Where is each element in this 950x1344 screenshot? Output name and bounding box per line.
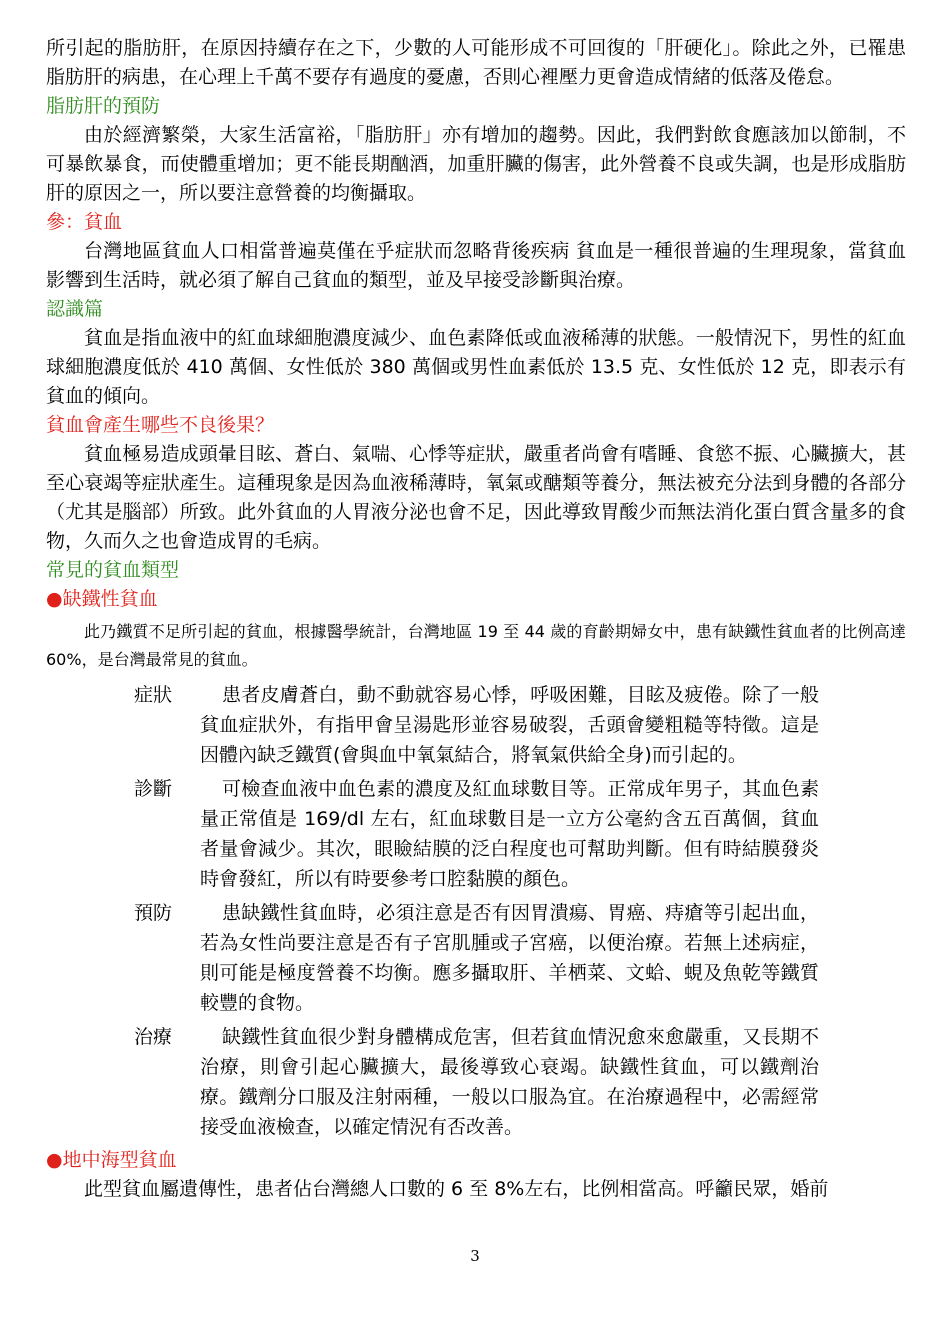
page-number: 3 bbox=[470, 1247, 480, 1265]
document-page bbox=[46, 34, 906, 1204]
item-label: 診斷 bbox=[134, 778, 173, 800]
item-treatment bbox=[134, 1022, 819, 1142]
thalassemia-heading: ●地中海型貧血 bbox=[46, 1149, 177, 1171]
thalassemia-paragraph: 此型貧血屬遺傳性，患者佔台灣總人口數的 6 至 8%左右，比例相當高。呼籲民眾，婚前 bbox=[84, 1178, 829, 1200]
anemia-heading: 參：貧血 bbox=[46, 211, 123, 233]
recognition-heading: 認識篇 bbox=[46, 298, 104, 320]
item-label: 治療 bbox=[134, 1026, 173, 1048]
iron-deficiency-intro: 此乃鐵質不足所引起的貧血，根據醫學統計，台灣地區 19 至 44 歲的育齡期婦女中，患有缺鐵性貧血者的比例高達 60%，是台灣最常見的貧血。 bbox=[46, 622, 906, 669]
item-diagnosis bbox=[134, 774, 819, 894]
fatty-liver-prevention-heading: 脂肪肝的預防 bbox=[46, 95, 161, 117]
item-text: 可檢查血液中血色素的濃度及紅血球數目等。正常成年男子，其血色素量正常值是 169/dl 左右，紅血球數目是一立方公毫約含五百萬個，貧血者量會減少。其次，眼瞼結膜的泛白程度也可幫助判斷。但有時結膜發炎時會發紅，所以有時要參考口腔黏膜的顏色。 bbox=[200, 778, 819, 890]
iron-deficiency-heading: ●缺鐵性貧血 bbox=[46, 588, 158, 610]
item-text: 患缺鐵性貧血時，必須注意是否有因胃潰瘍、胃癌、痔瘡等引起出血，若為女性尚要注意是否有子宮肌腫或子宮癌，以便治療。若無上述病症，則可能是極度營養不均衡。應多攝取肝、羊栖菜、文蛤、蜆及魚乾等鐵質較豐的食物。 bbox=[200, 902, 819, 1014]
item-symptoms bbox=[134, 680, 819, 770]
consequences-heading: 貧血會產生哪些不良後果？ bbox=[46, 414, 275, 436]
iron-deficiency-items bbox=[134, 680, 819, 1142]
item-label: 症狀 bbox=[134, 684, 173, 706]
common-types-heading: 常見的貧血類型 bbox=[46, 559, 180, 581]
anemia-paragraph: 台灣地區貧血人口相當普遍莫僅在乎症狀而忽略背後疾病 貧血是一種很普遍的生理現象，當貧血影響到生活時，就必須了解自己貧血的類型，並及早接受診斷與治療。 bbox=[46, 240, 906, 291]
recognition-paragraph: 貧血是指血液中的紅血球細胞濃度減少、血色素降低或血液稀薄的狀態。一般情況下，男性的紅血球細胞濃度低於 410 萬個、女性低於 380 萬個或男性血素低於 13.5 克、女性低於 12 克，即表示有貧血的傾向。 bbox=[46, 327, 906, 407]
fatty-liver-prevention-paragraph: 由於經濟繁榮，大家生活富裕，「脂肪肝」亦有增加的趨勢。因此，我們對飲食應該加以節制，不可暴飲暴食，而使體重增加；更不能長期酗酒，加重肝臟的傷害，此外營養不良或失調，也是形成脂肪肝的原因之一，所以要注意營養的均衡攝取。 bbox=[46, 124, 906, 204]
item-text: 患者皮膚蒼白，動不動就容易心悸，呼吸困難，目眩及疲倦。除了一般貧血症狀外，有指甲會呈湯匙形並容易破裂，舌頭會變粗糙等特徵。這是因體內缺乏鐵質(會與血中氧氣結合，將氧氣供給全身)而引起的。 bbox=[200, 684, 819, 766]
item-label: 預防 bbox=[134, 902, 173, 924]
consequences-paragraph: 貧血極易造成頭暈目眩、蒼白、氣喘、心悸等症狀，嚴重者尚會有嗜睡、食慾不振、心臟擴大，甚至心衰竭等症狀產生。這種現象是因為血液稀薄時，氧氣或醣類等養分，無法被充分法到身體的各部分（尤其是腦部）所致。此外貧血的人胃液分泌也會不足，因此導致胃酸少而無法消化蛋白質含量多的食物，久而久之也會造成胃的毛病。 bbox=[46, 443, 906, 552]
item-text: 缺鐵性貧血很少對身體構成危害，但若貧血情況愈來愈嚴重，又長期不治療，則會引起心臟擴大，最後導致心衰竭。缺鐵性貧血，可以鐵劑治療。鐵劑分口服及注射兩種，一般以口服為宜。在治療過程中，必需經常接受血液檢查，以確定情況有否改善。 bbox=[200, 1026, 819, 1138]
item-prevention bbox=[134, 898, 819, 1018]
intro-paragraph: 所引起的脂肪肝，在原因持續存在之下，少數的人可能形成不可回復的「肝硬化」。除此之外，已罹患脂肪肝的病患，在心理上千萬不要存有過度的憂慮，否則心裡壓力更會造成情緒的低落及倦怠。 bbox=[46, 37, 906, 88]
